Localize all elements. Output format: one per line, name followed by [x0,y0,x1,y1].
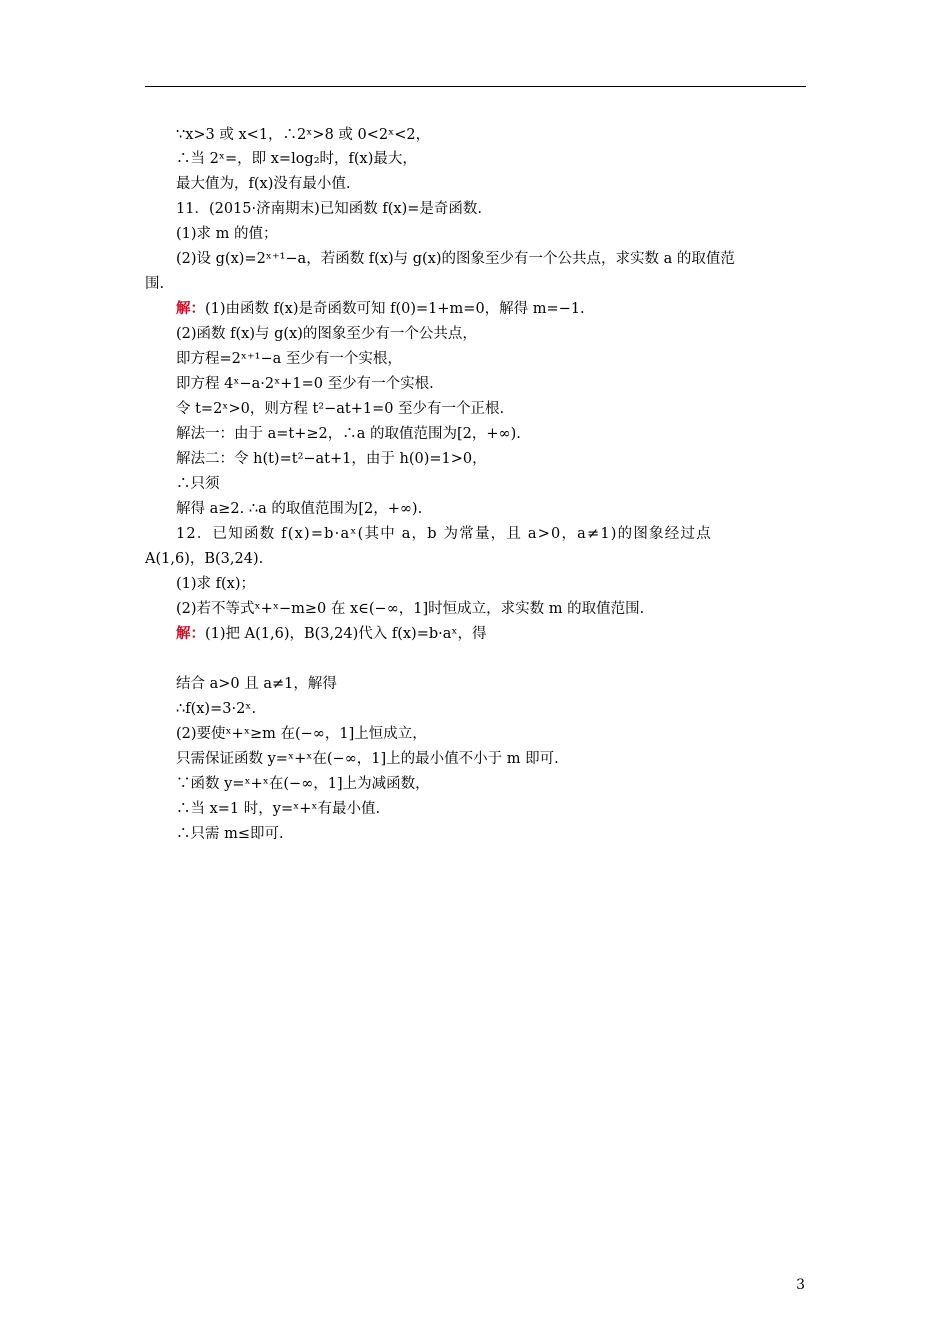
text-line: ∴只需 m≤即可. [176,826,284,842]
problem-12-title: 12．已知函数 f(x)=b·aˣ(其中 a，b 为常量，且 a>0，a≠1)的图象经过点 [176,526,712,542]
text-line: 即方程 4ˣ−a·2ˣ+1=0 至少有一个实根. [176,376,434,392]
text-line: (2)函数 f(x)与 g(x)的图象至少有一个公共点， [176,326,477,342]
text-line: 只需保证函数 y=ˣ+ˣ在(−∞，1]上的最小值不小于 m 即可. [176,751,559,767]
text-line: ∴只须 [176,476,220,492]
text-line: ∴当 2ˣ=，即 x=log₂时，f(x)最大， [176,151,417,167]
page-number: 3 [796,1277,805,1293]
solution-label: 解： [176,300,205,317]
text-line: A(1,6)，B(3,24). [145,551,264,567]
text-line: 围. [145,276,165,292]
text-line: (2)设 g(x)=2ˣ⁺¹−a，若函数 f(x)与 g(x)的图象至少有一个公共点，求实数 a 的取值范 [176,251,735,267]
text-line: 最大值为，f(x)没有最小值. [176,176,351,192]
text-line: (1)求 f(x)； [176,576,256,592]
text-line: 即方程=2ˣ⁺¹−a 至少有一个实根， [176,351,402,367]
text-line: (1)求 m 的值； [176,226,278,242]
text-line: 结合 a>0 且 a≠1，解得 [176,676,337,692]
text-line: ∵函数 y=ˣ+ˣ在(−∞，1]上为减函数， [176,776,430,792]
header-rule [145,86,806,87]
text-line: 令 t=2ˣ>0，则方程 t²−at+1=0 至少有一个正根. [176,401,505,417]
text-line: (2)要使ˣ+ˣ≥m 在(−∞，1]上恒成立， [176,726,427,742]
solution-label: 解： [176,625,205,642]
text-line: 解得 a≥2. ∴a 的取值范围为[2，+∞). [176,501,423,517]
text-line: ∴f(x)=3·2ˣ. [176,701,257,717]
text-line: ∴当 x=1 时，y=ˣ+ˣ有最小值. [176,801,381,817]
solution-line: 解：(1)由函数 f(x)是奇函数可知 f(0)=1+m=0，解得 m=−1. [176,300,585,317]
text-line: 解法二：令 h(t)=t²−at+1，由于 h(0)=1>0， [176,451,487,467]
text-line: 解法一：由于 a=t+≥2，∴a 的取值范围为[2，+∞). [176,426,521,442]
problem-11-title: 11．(2015·济南期末)已知函数 f(x)=是奇函数. [176,201,482,217]
solution-line: 解：(1)把 A(1,6)，B(3,24)代入 f(x)=b·aˣ，得 [176,625,487,642]
text-line: (2)若不等式ˣ+ˣ−m≥0 在 x∈(−∞，1]时恒成立，求实数 m 的取值范围. [176,601,645,617]
text-line: ∵x>3 或 x<1，∴2ˣ>8 或 0<2ˣ<2， [176,127,431,143]
